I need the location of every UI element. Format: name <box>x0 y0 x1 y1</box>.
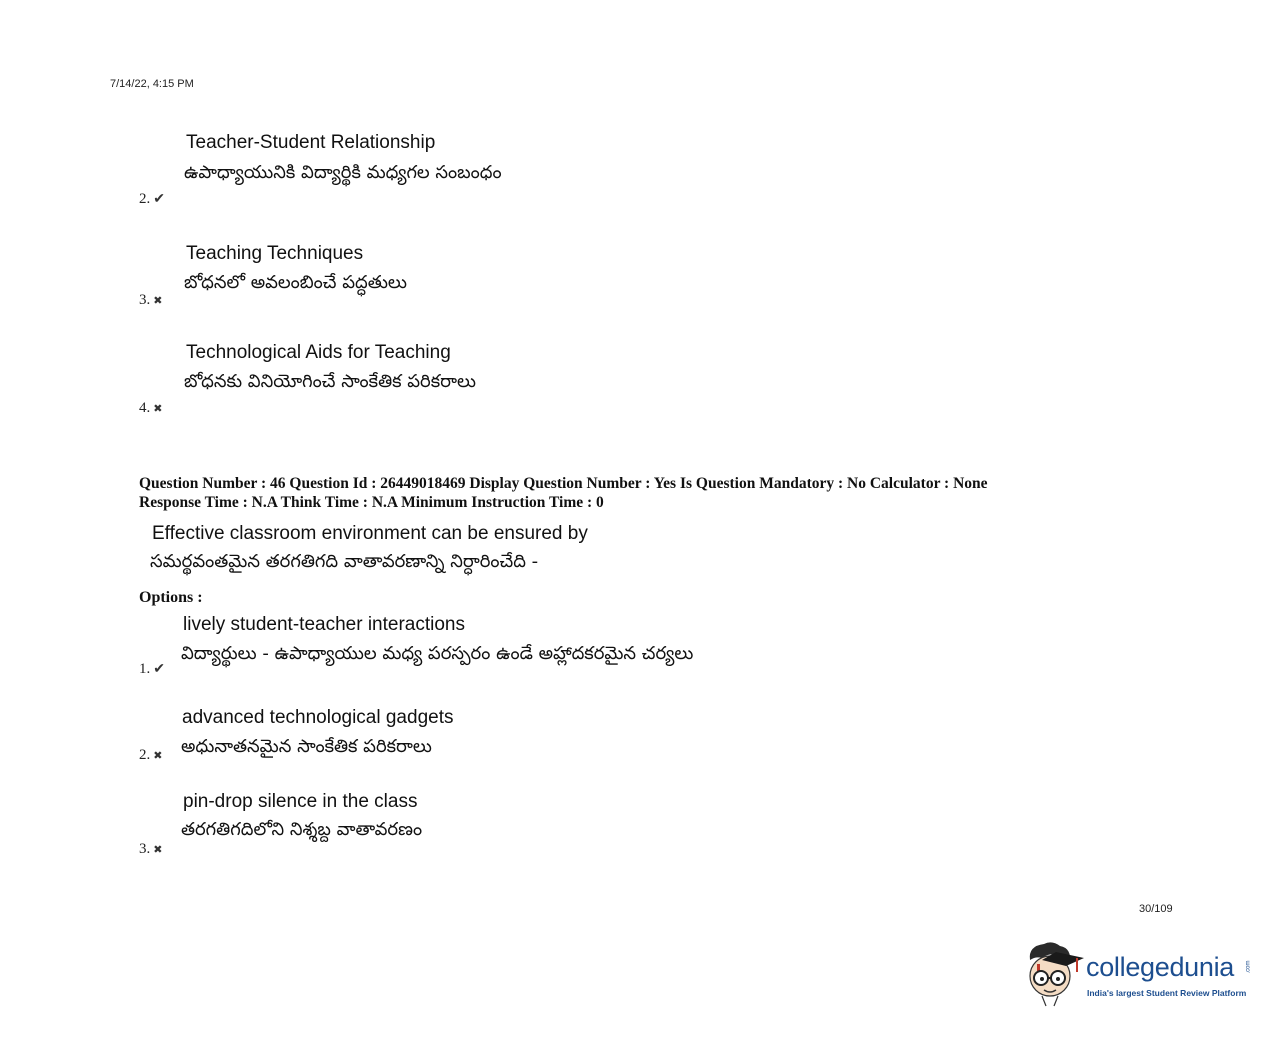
question-text-en: Effective classroom environment can be ensured by <box>152 523 588 544</box>
page-number: 30/109 <box>1139 903 1173 915</box>
option-number <box>139 292 162 309</box>
option-number-label: 3. <box>139 841 151 857</box>
option-text-te: బోధనకు వినియోగించే సాంకేతిక పరికరాలు <box>184 371 476 392</box>
option-number <box>139 191 165 208</box>
option-number-label: 1. <box>139 661 151 677</box>
option-text-te: విద్యార్థులు - ఉపాధ్యాయుల మధ్య పరస్పరం ఉండే అహ్లాదకరమైన చర్యలు <box>181 643 694 664</box>
check-icon: ✔ <box>153 192 165 207</box>
question-meta-line2: Response Time : N.A Think Time : N.A Minimum Instruction Time : 0 <box>139 494 604 511</box>
option-text-en: Teacher-Student Relationship <box>186 132 436 153</box>
option-number-label: 2. <box>139 191 151 207</box>
brand-domain-suffix: .com <box>1245 960 1252 974</box>
option-number <box>139 661 165 678</box>
option-text-en: advanced technological gadgets <box>182 707 454 728</box>
option-text-te: బోధనలో అవలంబించే పద్ధతులు <box>184 272 407 293</box>
option-text-en: pin-drop silence in the class <box>183 791 418 812</box>
question-meta-line1: Question Number : 46 Question Id : 26449018469 Display Question Number : Yes Is Question Mandatory : No Calculator : None <box>139 475 988 492</box>
option-number-label: 3. <box>139 292 151 308</box>
option-text-te: ఉపాధ్యాయునికి విద్యార్థికి మధ్యగల సంబంధం <box>184 162 502 183</box>
cross-icon: ✖ <box>153 295 163 307</box>
brand-tagline: India's largest Student Review Platform <box>1087 988 1247 998</box>
cross-icon: ✖ <box>153 844 163 856</box>
option-number-label: 2. <box>139 747 151 763</box>
options-label: Options : <box>139 589 203 606</box>
question-text-te: సమర్థవంతమైన తరగతిగది వాతావరణాన్ని నిర్ధారించేది - <box>150 551 539 572</box>
option-number <box>139 841 162 858</box>
cross-icon: ✖ <box>153 750 163 762</box>
option-number <box>139 400 162 417</box>
brand-name: collegedunia <box>1086 952 1235 982</box>
option-text-te: అధునాతనమైన సాంకేతిక పరికరాలు <box>181 736 432 757</box>
option-text-en: lively student-teacher interactions <box>183 614 465 635</box>
option-number <box>139 747 162 764</box>
print-timestamp: 7/14/22, 4:15 PM <box>110 78 194 90</box>
option-text-te: తరగతిగదిలోని నిశ్శబ్ద వాతావరణం <box>181 819 423 840</box>
option-number-label: 4. <box>139 400 151 416</box>
check-icon: ✔ <box>153 662 165 677</box>
cross-icon: ✖ <box>153 403 163 415</box>
option-text-en: Teaching Techniques <box>186 243 364 264</box>
student-mascot-icon <box>1020 938 1084 1010</box>
collegedunia-logo <box>1020 938 1270 1010</box>
option-text-en: Technological Aids for Teaching <box>186 342 451 363</box>
